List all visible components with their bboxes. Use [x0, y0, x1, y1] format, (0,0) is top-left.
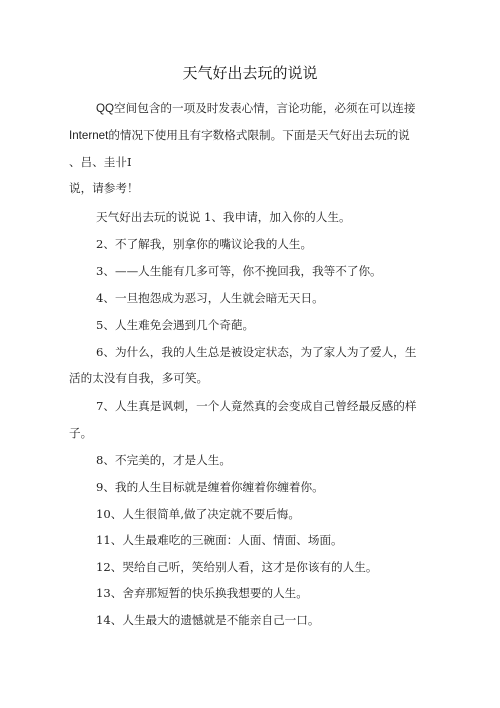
- intro-line-2-text: 的情况下使用且有字数格式限制。下面是天气好出去玩的说: [108, 128, 410, 142]
- list-item-9: 9、我的人生目标就是缠着你缠着你缠着你。: [96, 480, 324, 494]
- list-item-10: 10、人生很简单,做了决定就不要后悔。: [96, 507, 300, 521]
- list-item-13: 13、舍弃那短暂的快乐换我想要的人生。: [96, 586, 308, 600]
- list-item-7-continued: 子。: [69, 426, 93, 440]
- list-item-12: 12、哭给自己听，笑给别人看，这才是你该有的人生。: [96, 560, 378, 574]
- document-title: 天气好出去玩的说说: [182, 64, 318, 82]
- intro-line-2: [69, 127, 410, 144]
- list-item-3: 3、——人生能有几多可等，你不挽回我，我等不了你。: [96, 264, 382, 278]
- list-item-5: 5、人生难免会遇到几个奇葩。: [96, 318, 255, 332]
- list-item-4: 4、一旦抱怨成为恶习，人生就会暗无天日。: [96, 291, 324, 305]
- intro-line-1: [96, 100, 416, 117]
- list-item-2: 2、不了解我，别拿你的嘴议论我的人生。: [96, 237, 313, 251]
- list-item-8: 8、不完美的，才是人生。: [96, 453, 231, 467]
- list-item-14: 14、人生最大的遗憾就是不能亲自己一口。: [96, 613, 320, 627]
- list-item-6-continued: 活的太没有自我，多可笑。: [69, 371, 209, 385]
- intro-internet-term: Internet: [69, 129, 109, 142]
- intro-qq-term: QQ: [96, 102, 115, 115]
- intro-line-4: 说，请参考！: [69, 181, 139, 195]
- intro-line-1-text: 空间包含的一项及时发表心情，言论功能，必须在可以连接: [114, 101, 416, 115]
- intro-line-3: 、吕、圭卝Ⅰ: [69, 155, 132, 169]
- list-item-7: 7、人生真是讽刺，一个人竟然真的会变成自己曾经最反感的样: [96, 399, 417, 413]
- list-item-6: 6、为什么，我的人生总是被设定状态，为了家人为了爱人，生: [96, 345, 417, 359]
- list-item-11: 11、人生最难吃的三碗面：人面、情面、场面。: [96, 533, 343, 547]
- list-item-1: 天气好出去玩的说说 1、我申请，加入你的人生。: [96, 210, 351, 224]
